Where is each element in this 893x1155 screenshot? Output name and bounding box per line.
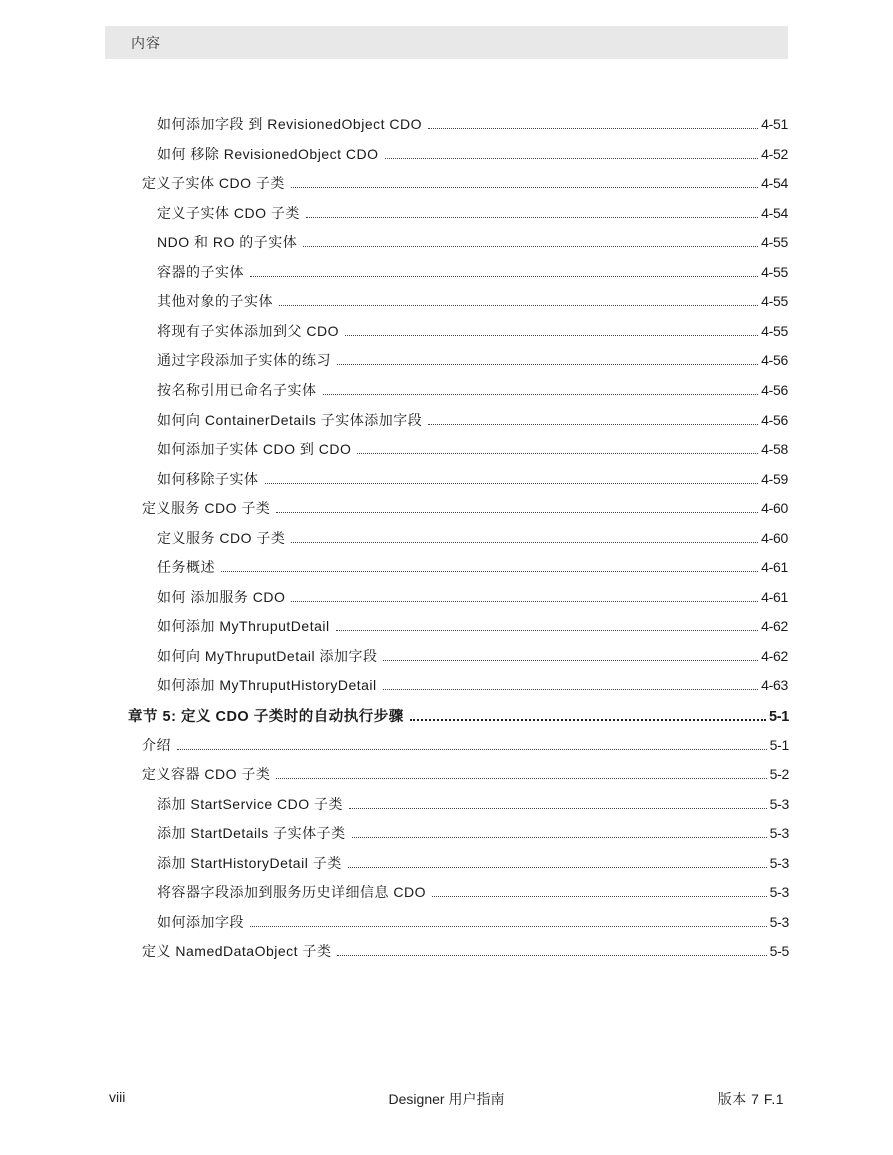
toc-entry[interactable] <box>157 321 788 341</box>
toc-entry-page-number: 4-58 <box>761 441 788 457</box>
toc-entry[interactable] <box>157 823 789 843</box>
toc-entry[interactable] <box>142 498 788 518</box>
toc-entry-page-number: 4-61 <box>761 589 788 605</box>
toc-dot-leader <box>323 380 759 395</box>
toc-dot-leader <box>291 528 758 543</box>
toc-entry-page-number: 4-56 <box>761 412 788 428</box>
toc-entry-page-number: 5-2 <box>769 766 789 782</box>
toc-dot-leader <box>291 587 758 602</box>
toc-chapter-entry[interactable] <box>128 705 789 725</box>
toc-entry-page-number: 4-52 <box>761 146 788 162</box>
toc-entry[interactable] <box>157 794 789 814</box>
toc-entry-title: 如何添加 MyThruputHistoryDetail <box>157 677 377 693</box>
footer-page-number: viii <box>109 1089 126 1105</box>
toc-dot-leader <box>177 735 767 750</box>
toc-entry-page-number: 5-3 <box>769 796 789 812</box>
toc-entry[interactable] <box>157 291 788 311</box>
toc-entry[interactable] <box>157 410 788 430</box>
toc-entry-page-number: 4-54 <box>761 205 788 221</box>
toc-dot-leader <box>250 912 767 927</box>
toc-entry-page-number: 4-55 <box>761 293 788 309</box>
toc-dot-leader <box>279 291 758 306</box>
toc-dot-leader <box>428 410 758 425</box>
toc-entry-page-number: 5-3 <box>769 914 789 930</box>
toc-dot-leader <box>276 498 758 513</box>
toc-entry[interactable] <box>157 557 788 577</box>
toc-dot-leader <box>276 764 766 779</box>
toc-dot-leader <box>348 853 767 868</box>
toc-entry-title: 如何向 ContainerDetails 子实体添加字段 <box>157 412 423 428</box>
toc-entry[interactable] <box>157 350 788 370</box>
toc-entry[interactable] <box>157 912 789 932</box>
toc-entry-title: 如何 移除 RevisionedObject CDO <box>157 146 379 162</box>
toc-dot-leader <box>336 616 759 631</box>
toc-entry[interactable] <box>142 764 789 784</box>
toc-entry[interactable] <box>157 380 788 400</box>
toc-entry-title: 通过字段添加子实体的练习 <box>157 352 331 368</box>
toc-entry-title: 定义 NamedDataObject 子类 <box>142 943 332 959</box>
toc-entry-title: 如何向 MyThruputDetail 添加字段 <box>157 648 378 664</box>
toc-dot-leader <box>349 794 767 809</box>
toc-entry-page-number: 5-1 <box>769 737 789 753</box>
toc-entry-title: 定义子实体 CDO 子类 <box>157 205 300 221</box>
toc-entry[interactable] <box>157 232 788 252</box>
toc-dot-leader <box>383 675 759 690</box>
toc-entry-page-number: 4-62 <box>761 618 788 634</box>
toc-entry-page-number: 4-55 <box>761 264 788 280</box>
toc-dot-leader <box>432 882 767 897</box>
toc-entry-page-number: 4-61 <box>761 559 788 575</box>
toc-entry-page-number: 5-1 <box>768 709 789 725</box>
toc-entry-title: 将容器字段添加到服务历史详细信息 CDO <box>157 884 426 900</box>
toc-entry[interactable] <box>157 439 788 459</box>
toc-dot-leader <box>410 705 766 721</box>
toc-entry-page-number: 5-3 <box>769 855 789 871</box>
toc-entry-title: 定义服务 CDO 子类 <box>142 500 271 516</box>
toc-entry[interactable] <box>157 587 788 607</box>
toc-entry-page-number: 5-3 <box>769 825 789 841</box>
toc-dot-leader <box>383 646 758 661</box>
toc-dot-leader <box>345 321 758 336</box>
toc-dot-leader <box>385 144 759 159</box>
toc-entry-page-number: 4-60 <box>761 530 788 546</box>
toc-entry-title: 如何添加 MyThruputDetail <box>157 618 330 634</box>
toc-entry-title: 定义服务 CDO 子类 <box>157 530 286 546</box>
toc-entry-page-number: 4-54 <box>761 175 788 191</box>
toc-entry-title: 如何 添加服务 CDO <box>157 589 286 605</box>
toc-entry[interactable] <box>142 735 789 755</box>
toc-entry-title: 定义子实体 CDO 子类 <box>142 175 285 191</box>
toc-entry-page-number: 4-59 <box>761 471 788 487</box>
toc-entry[interactable] <box>142 941 789 961</box>
toc-entry[interactable] <box>157 262 788 282</box>
toc-entry[interactable] <box>157 144 788 164</box>
toc-entry-page-number: 4-56 <box>761 382 788 398</box>
toc-entry[interactable] <box>157 114 788 134</box>
toc-entry-title: 添加 StartDetails 子实体子类 <box>157 825 346 841</box>
toc-entry-page-number: 4-55 <box>761 234 788 250</box>
footer-document-title: Designer 用户指南 <box>388 1091 505 1107</box>
toc-entry-title: 添加 StartService CDO 子类 <box>157 796 344 812</box>
toc-dot-leader <box>265 469 759 484</box>
toc-dot-leader <box>337 941 766 956</box>
toc-entry-page-number: 5-3 <box>769 884 789 900</box>
toc-entry-page-number: 4-51 <box>761 116 788 132</box>
toc-dot-leader <box>352 823 767 838</box>
page-header-bar <box>105 26 788 59</box>
footer-version: 版本 7 F.1 <box>717 1091 784 1107</box>
toc-dot-leader <box>428 114 758 129</box>
toc-entry[interactable] <box>157 616 788 636</box>
toc-entry-page-number: 4-56 <box>761 352 788 368</box>
toc-entry[interactable] <box>157 853 789 873</box>
toc-entry[interactable] <box>157 203 788 223</box>
toc-entry[interactable] <box>142 173 788 193</box>
toc-entry[interactable] <box>157 528 788 548</box>
toc-entry-title: 将现有子实体添加到父 CDO <box>157 323 339 339</box>
toc-entry-title: 如何添加字段 到 RevisionedObject CDO <box>157 116 423 132</box>
toc-entry-page-number: 4-55 <box>761 323 788 339</box>
toc-dot-leader <box>291 173 758 188</box>
toc-dot-leader <box>303 232 758 247</box>
toc-dot-leader <box>250 262 758 277</box>
toc-entry-page-number: 4-62 <box>761 648 788 664</box>
toc-dot-leader <box>357 439 758 454</box>
toc-entry-title: 按名称引用已命名子实体 <box>157 382 317 398</box>
toc-entry[interactable] <box>157 469 788 489</box>
toc-entry[interactable] <box>157 882 789 902</box>
header-title: 内容 <box>131 35 161 51</box>
toc-entry-title: 任务概述 <box>157 559 215 575</box>
toc-entry[interactable] <box>157 646 788 666</box>
toc-entry-page-number: 5-5 <box>769 943 789 959</box>
toc-dot-leader <box>221 557 758 572</box>
toc-entry-title: 如何添加子实体 CDO 到 CDO <box>157 441 352 457</box>
toc-entry-page-number: 4-63 <box>761 677 788 693</box>
toc-entry-title: 如何移除子实体 <box>157 471 259 487</box>
toc-entry-title: 定义容器 CDO 子类 <box>142 766 271 782</box>
toc-entry-title: 如何添加字段 <box>157 914 244 930</box>
toc-entry-title: NDO 和 RO 的子实体 <box>157 234 298 250</box>
toc-entry-page-number: 4-60 <box>761 500 788 516</box>
toc-entry[interactable] <box>157 675 788 695</box>
toc-entry-title: 章节 5: 定义 CDO 子类时的自动执行步骤 <box>128 709 404 725</box>
toc-entry-title: 容器的子实体 <box>157 264 244 280</box>
toc-entry-title: 介绍 <box>142 737 171 753</box>
toc-entry-title: 其他对象的子实体 <box>157 293 273 309</box>
toc-dot-leader <box>337 350 758 365</box>
toc-entry-title: 添加 StartHistoryDetail 子类 <box>157 855 342 871</box>
toc-dot-leader <box>306 203 758 218</box>
